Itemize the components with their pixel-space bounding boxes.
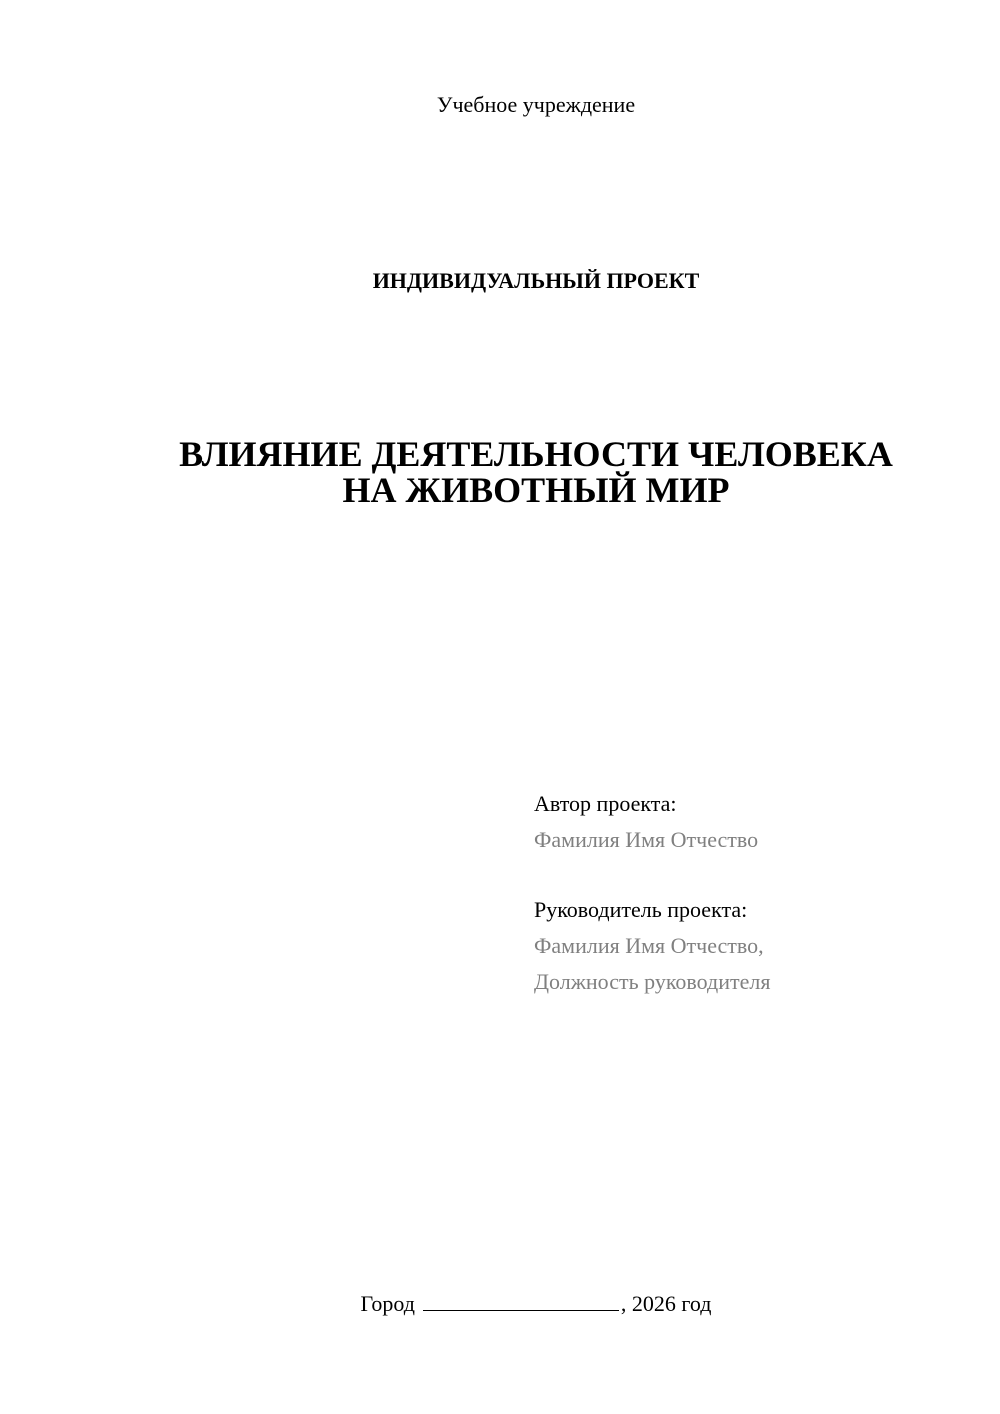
document-type: ИНДИВИДУАЛЬНЫЙ ПРОЕКТ: [372, 268, 700, 293]
author-name-placeholder: Фамилия Имя Отчество: [534, 827, 759, 852]
supervisor-position-placeholder: Должность руководителя: [534, 969, 771, 994]
supervisor-label: Руководитель проекта:: [534, 897, 748, 922]
project-title: [0, 436, 1000, 508]
author-label: Автор проекта:: [534, 791, 677, 816]
project-title-line-2: НА ЖИВОТНЫЙ МИР: [342, 470, 730, 510]
project-title-line-1: ВЛИЯНИЕ ДЕЯТЕЛЬНОСТИ ЧЕЛОВЕКА: [179, 434, 893, 474]
year-text: , 2026 год: [620, 1291, 712, 1316]
city-label: Город: [360, 1291, 415, 1316]
supervisor-block: [534, 892, 770, 1000]
author-block: [534, 786, 758, 858]
institution-name: Учебное учреждение: [436, 92, 636, 117]
city-year-line: [0, 1290, 1000, 1317]
supervisor-name-placeholder: Фамилия Имя Отчество,: [534, 933, 764, 958]
city-blank-underline: [423, 1290, 619, 1311]
